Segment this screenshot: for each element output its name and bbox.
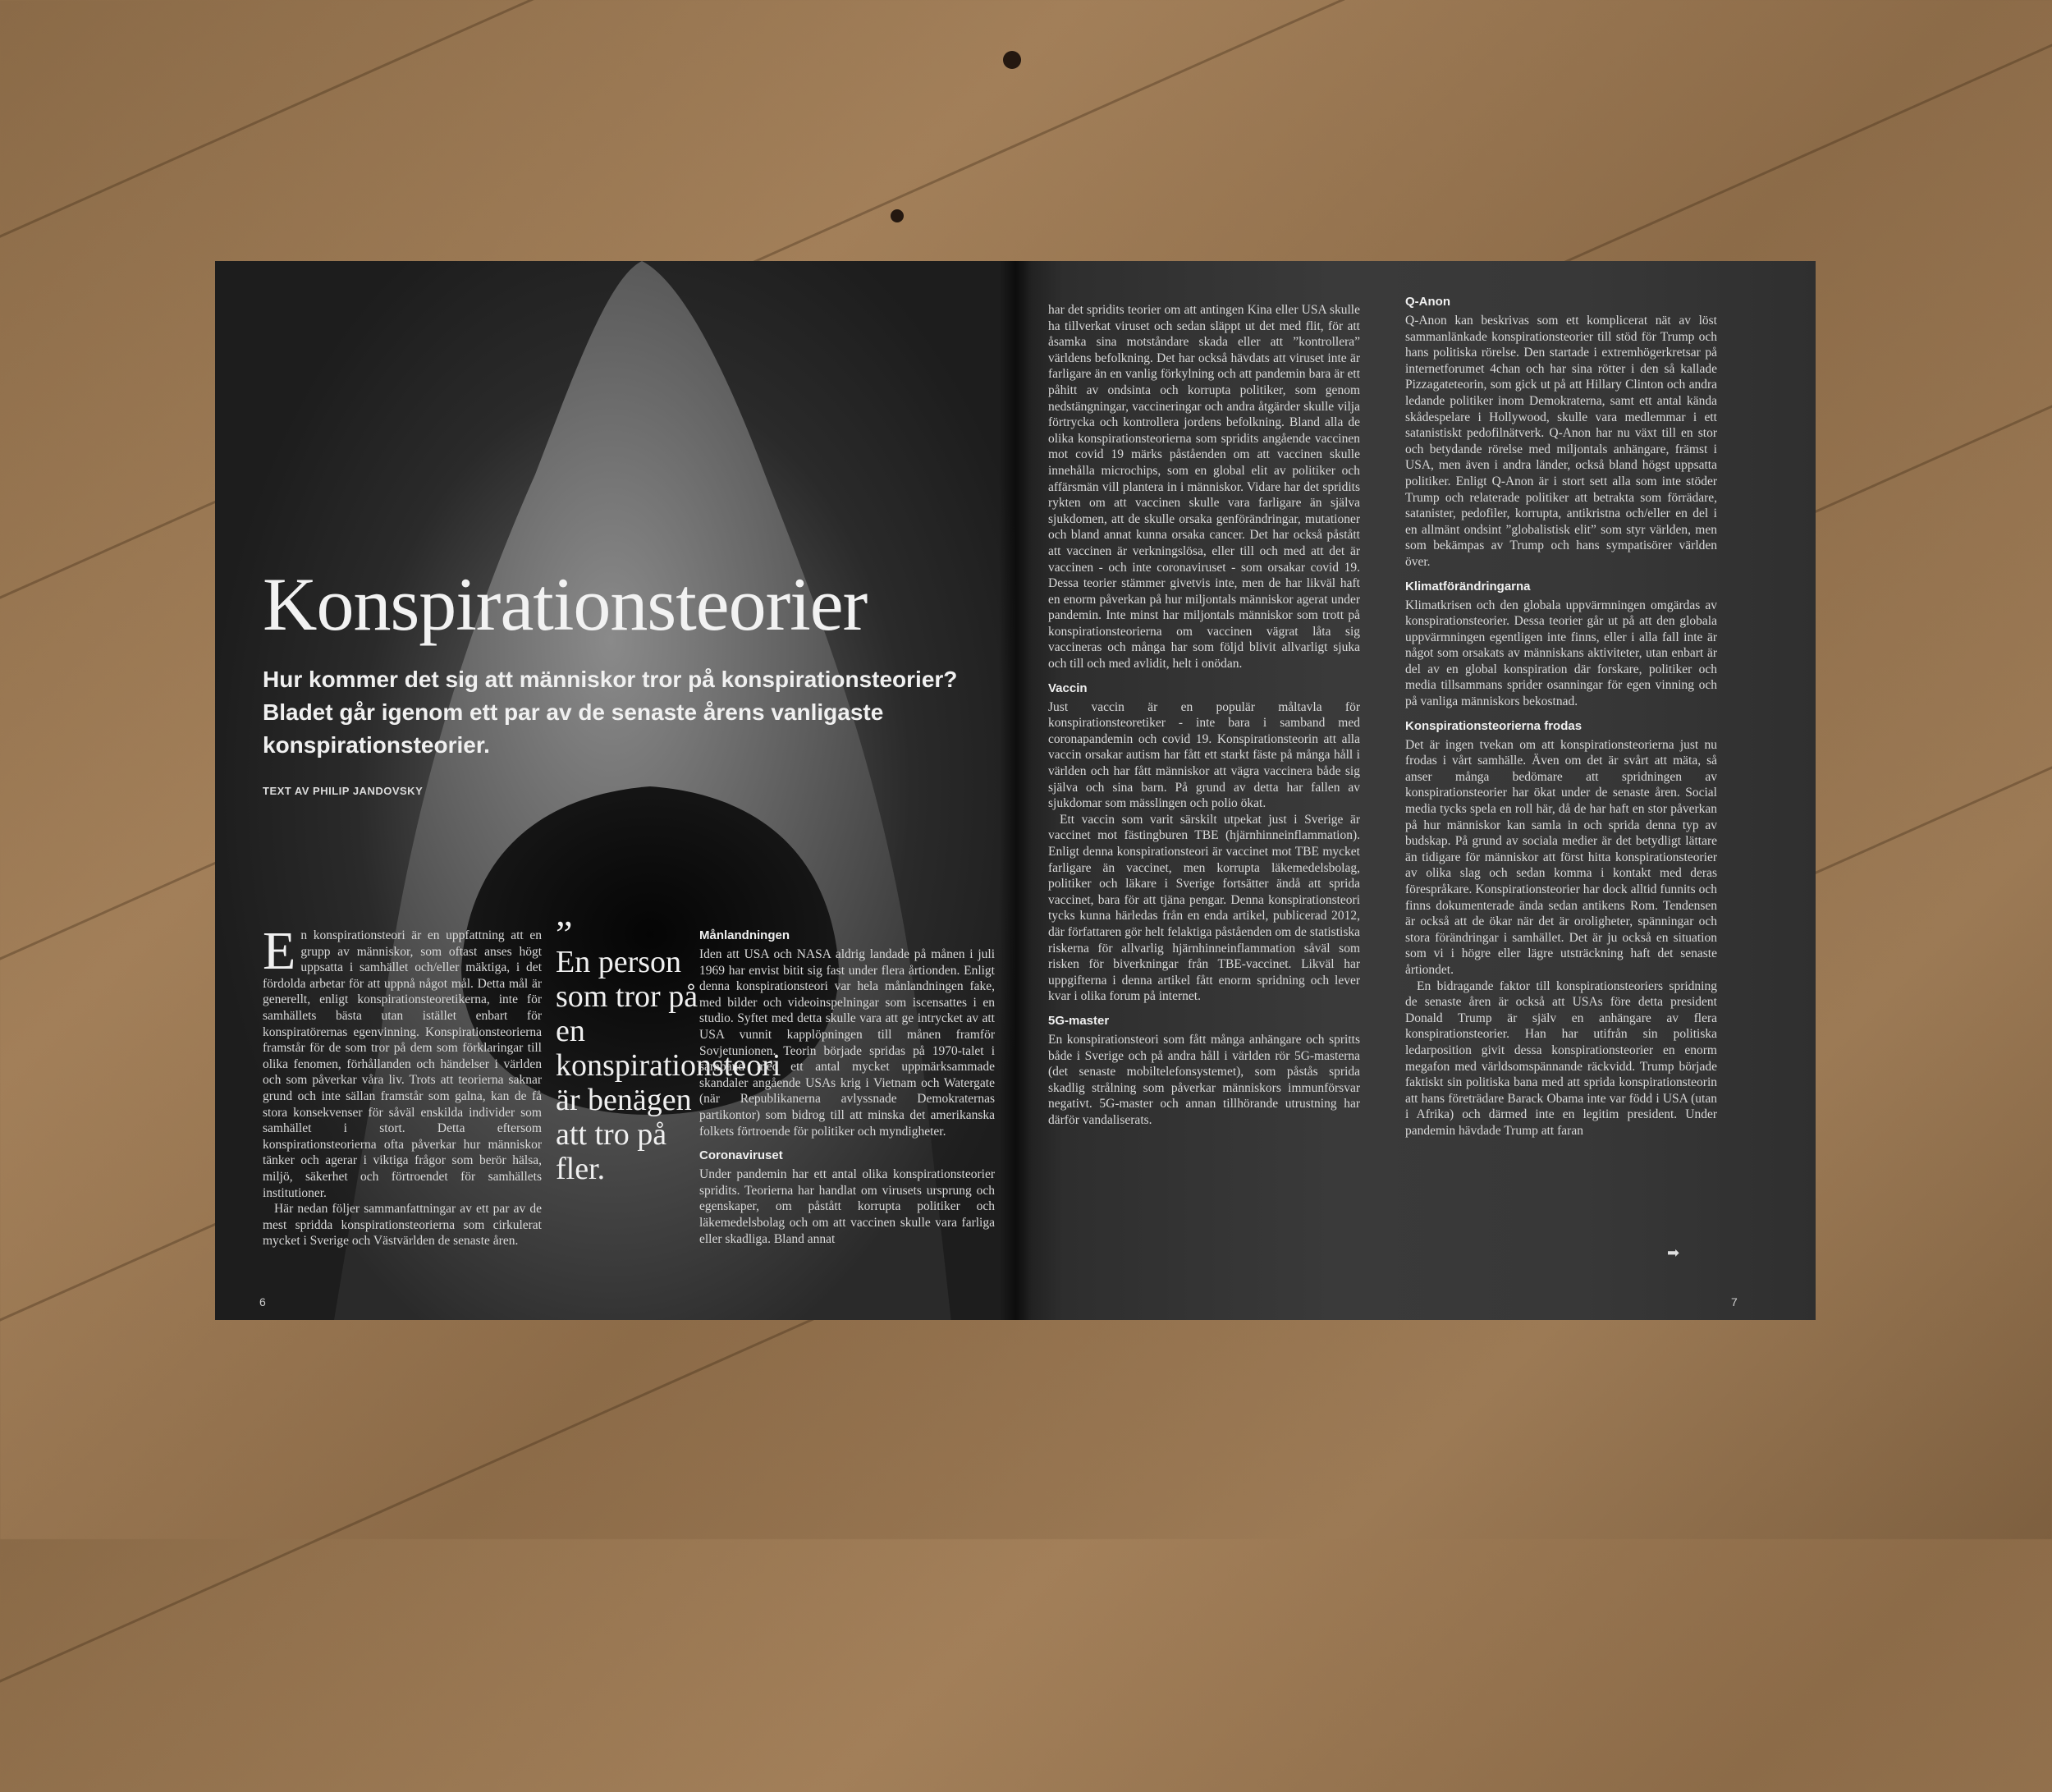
section-heading-moon: Månlandningen xyxy=(699,928,790,942)
floor-knot xyxy=(1003,51,1021,69)
section-text-vaccine: Ett vaccin som varit särskilt utpekat just i Sverige är vaccinet mot fästingburen TBE (hjärnhinneinflammation). Enligt denna konspirationsteori är vaccinet mot TBE mycket farligare än vaccinet, men korrupta läkemedelsbolag, politiker och läkare i Sverige fortsätter ändå att sprida vaccinet, bara för att tjäna pengar. Denna konspirationsteori tycks kunna härledas från en enda artikel, publicerad 2012, där författaren gör helt felaktiga påståenden om de statistiska riskerna för allvarlig hjärnhinneinflammation såväl som risken för biverkningar från TBE-vaccinet. Likväl har uppgifterna i denna artikel fått enorm spridning och lever kvar i olika forum på internet. xyxy=(1048,812,1360,1004)
section-text-qanon: Q-Anon kan beskrivas som ett komplicerat nät av löst sammanlänkade konspirationsteorier till stöd för Trump och hans politiska rörelse. Den startade i extremhögerkretsar på internetforumet 4chan och har sina rötter i den så kallade Pizzagateteorin, som gick ut på att Hillary Clinton och andra ledande politiker inom Demokraterna, samt ett antal kända skådespelare i Hollywood, skulle vara medlemmar i ett satanistiskt pedofilnätverk. Q-Anon har nu växt till en stor och betydande rörelse med miljontals anhängare, främst i USA, men även i andra länder, också bland högst uppsatta politiker. Enligt Q-Anon är i stort sett alla som inte stöder Trump och relaterade politiker att betrakta som förrädare, satanister, pedofiler, korrupta, antikristna och/eller en del i en allmänt ondsint ”globalistisk elit” som styr världen, men som bekämpas av Trump och hans sympatisörer världen över. xyxy=(1405,314,1717,569)
section-heading-climate: Klimatförändringarna xyxy=(1405,579,1531,594)
intro-paragraph: Här nedan följer sammanfattningar av ett par av de mest spridda konspirationsteorierna som cirkulerat mycket i Sverige och Västvärlden de senaste åren. xyxy=(263,1202,542,1249)
section-heading-qanon: Q-Anon xyxy=(1405,295,1450,309)
corona-continued: har det spridits teorier om att antingen Kina eller USA skulle ha tillverkat viruset och sedan släppt ut det med flit, för att åsamka sina motståndare skada eller att ”kontrollera” världens befolkning. Det har också hävdats att viruset inte är farligare än en vanlig förkylning och att pandemin bara är ett påhitt av ondsinta och korrupta politiker, som genom nedstängningar, vaccineringar och andra åtgärder skulle vilja förtrycka och kontrollera jordens befolkning. Bland alla de olika konspirationsteorierna som spridits angående vaccinen mot covid 19 märks påståenden om att vaccinen skulle innehålla microchips, som en global elit av politiker och affärsmän vill plantera in i människor. Vidare har det spridits rykten om att vaccinen skulle vara farligare än själva sjukdomen, att de skulle orsaka genförändringar, mutationer och bland annat kunna orsaka cancer. Det har också påstått att vaccinen är verkningslösa, eller till och med att det är vaccinen - och inte coronaviruset - som orsakar covid 19. Dessa teorier stämmer givetvis inte, men de har likväl haft en enorm påverkan på hur miljontals människor agerat under pandemin. Inte minst har miljontals människor som trott på konspirationsteorierna om vaccinen vägrat låta sig vaccineras och många har som följd blivit allvarligt sjuka och till och med avlidit, helt i onödan. xyxy=(1048,303,1360,671)
section-heading-thrive: Konspirationsteorierna frodas xyxy=(1405,718,1583,733)
left-page xyxy=(215,261,1015,1320)
section-text-thrive: En bidragande faktor till konspirationsteoriers spridning de senaste åren är också att USAs före detta president Donald Trump är själv en anhängare av flera konspirationsteorier. Han har utifrån sin politiska ledarposition givit dessa konspirationsteorier en enorm megafon med världsomspännande räckvidd. Trump började faktiskt sin politiska bana med att sprida konspirationsteorin att hans företrädare Barack Obama inte var född i USA (utan i Afrika) och därmed inte en legitim president. Under pandemin hävdade Trump att faran xyxy=(1405,978,1717,1138)
section-text-moon: Iden att USA och NASA aldrig landade på månen i juli 1969 har envist bitit sig fast under flera årtionden. Enligt denna konspirationsteori var hela månlandningen fake, med bilder och videoinspelningar som iscensattes i en studio. Syftet med detta skulle vara att ge intrycket av att USA vunnit kapplöpningen till månen framför Sovjetunionen. Teorin började spridas på 1970-talet i samband med ett antal mycket uppmärksammade skandaler angående USAs krig i Vietnam och Watergate (när Republikanerna avlyssnade Demokraternas partikontor) som bidrog till att minska det amerikanska folkets förtroende för politiker och myndigheter. xyxy=(699,947,995,1139)
intro-paragraph: En konspirationsteori är en uppfattning att en grupp av människor, som oftast anses högt uppsatta i samhället och/eller mäktiga, i det fördolda arbetar för att uppnå något mål. Detta mål är generellt, enligt konspirationsteoretikerna, inte för samhällets bästa utan istället enbart för konspiratörernas egenvinning. Konspirationsteorierna framstår för de som tror på dem som förklaringar till olika fenomen, förhållanden och händelser i världen och som påverkar våra liv. Trots att teorierna saknar grund och inte sällan framstår som galna, kan de få stora konsekvenser för såväl enskilda individer som samhället i stort. Detta eftersom konspirationsteorierna ofta påverkar hur människor tänker och agerar i viktiga frågor som berör hälsa, miljö, säkerhet och förtroendet för samhällets institutioner. xyxy=(263,921,542,1200)
section-heading-5g: 5G-master xyxy=(1048,1013,1110,1028)
intro-column xyxy=(263,921,542,1249)
section-text-vaccine: Just vaccin är en populär måltavla för konspirationsteoretiker - inte bara i samband med coronapandemin och covid 19. Konspirationsteorin att alla vaccin orsakar autism har fått ett starkt fäste på många håll i världen och har fått människor att vägra vaccinera både sig själva och sina barn. På grund av detta har fallen av sjukdomar som mässlingen och polio ökat. xyxy=(1048,699,1360,811)
article-subtitle: Hur kommer det sig att människor tror på konspirationsteorier? Bladet går igenom ett par av de senaste årens vanligaste konspirationsteorier. xyxy=(263,667,958,758)
moon-column xyxy=(699,928,995,1247)
section-text-corona: Under pandemin har ett antal olika konspirationsteorier spridits. Teorierna har handlat om virusets ursprung och egenskaper, om påstått korrupta politiker och läkemedelsbolag och om att vaccinen skulle vara farliga eller skadliga. Bland annat xyxy=(699,1167,995,1246)
continue-arrow-icon: ➡ xyxy=(1667,1244,1680,1261)
page-number-right: 7 xyxy=(1731,1295,1738,1308)
article-title: Konspirationsteorier xyxy=(263,562,868,646)
section-text-climate: Klimatkrisen och den globala uppvärmningen omgärdas av konspirationsteorier. Dessa teorier går ut på att den globala uppvärmningen egentligen inte finns, eller i alla fall inte är något som orsakats av människans aktiviteter, utan enbart är del av en global konspiration där forskare, politiker och media tillsammans sprider osanningar för egen vinning och på vanliga människors bekostnad. xyxy=(1405,598,1717,709)
drop-cap: E xyxy=(263,921,296,981)
floor-knot xyxy=(891,209,904,222)
right-column-2 xyxy=(1405,294,1717,1139)
section-heading-corona: Coronaviruset xyxy=(699,1148,783,1163)
right-page xyxy=(1015,261,1816,1320)
pull-quote-text: En person som tror på en konspirationsteori är benägen att tro på fler. xyxy=(556,945,781,1186)
quote-mark: ” xyxy=(556,913,573,955)
byline: TEXT AV PHILIP JANDOVSKY xyxy=(263,785,424,797)
page-number-left: 6 xyxy=(259,1295,266,1308)
section-text-5g: En konspirationsteori som fått många anhängare och spritts både i Sverige och på andra håll i världen rör 5G-masterna (det senaste mobiltelefonsystemet), som påstås sprida skadlig strålning som påverkar människors immunförsvar negativt. 5G-master och annan tillhörande utrustning har därför vandaliserats. xyxy=(1048,1032,1360,1127)
spine-shadow xyxy=(999,261,1032,1320)
right-column-1 xyxy=(1048,302,1360,1129)
section-text-thrive: Det är ingen tvekan om att konspirationsteorierna just nu frodas i vårt samhälle. Även om det är svårt att mäta, så anser många bedömare att spridningen av konspirationsteorier har ökat under de senaste åren. Social media tycks spela en roll här, då de har haft en stor påverkan på hur människor kan samla in och sprida denna typ av budskap. På grund av sociala medier är det betydligt lättare än tidigare för människor att först hitta konspirationsteorier av olika slag och sedan komma i kontakt med deras förespråkare. Konspirationsteorier har dock alltid funnits och finns dokumenterade ända sedan antikens Rom. Tendensen är också att de ökar när det är oroligheter, spänningar och stora förändringar i samhället. Det är ju också en situation som vi i högre eller lägre utsträckning haft det senaste årtiondet. xyxy=(1405,737,1717,977)
section-heading-vaccine: Vaccin xyxy=(1048,681,1088,695)
magazine-spread xyxy=(215,261,1816,1320)
